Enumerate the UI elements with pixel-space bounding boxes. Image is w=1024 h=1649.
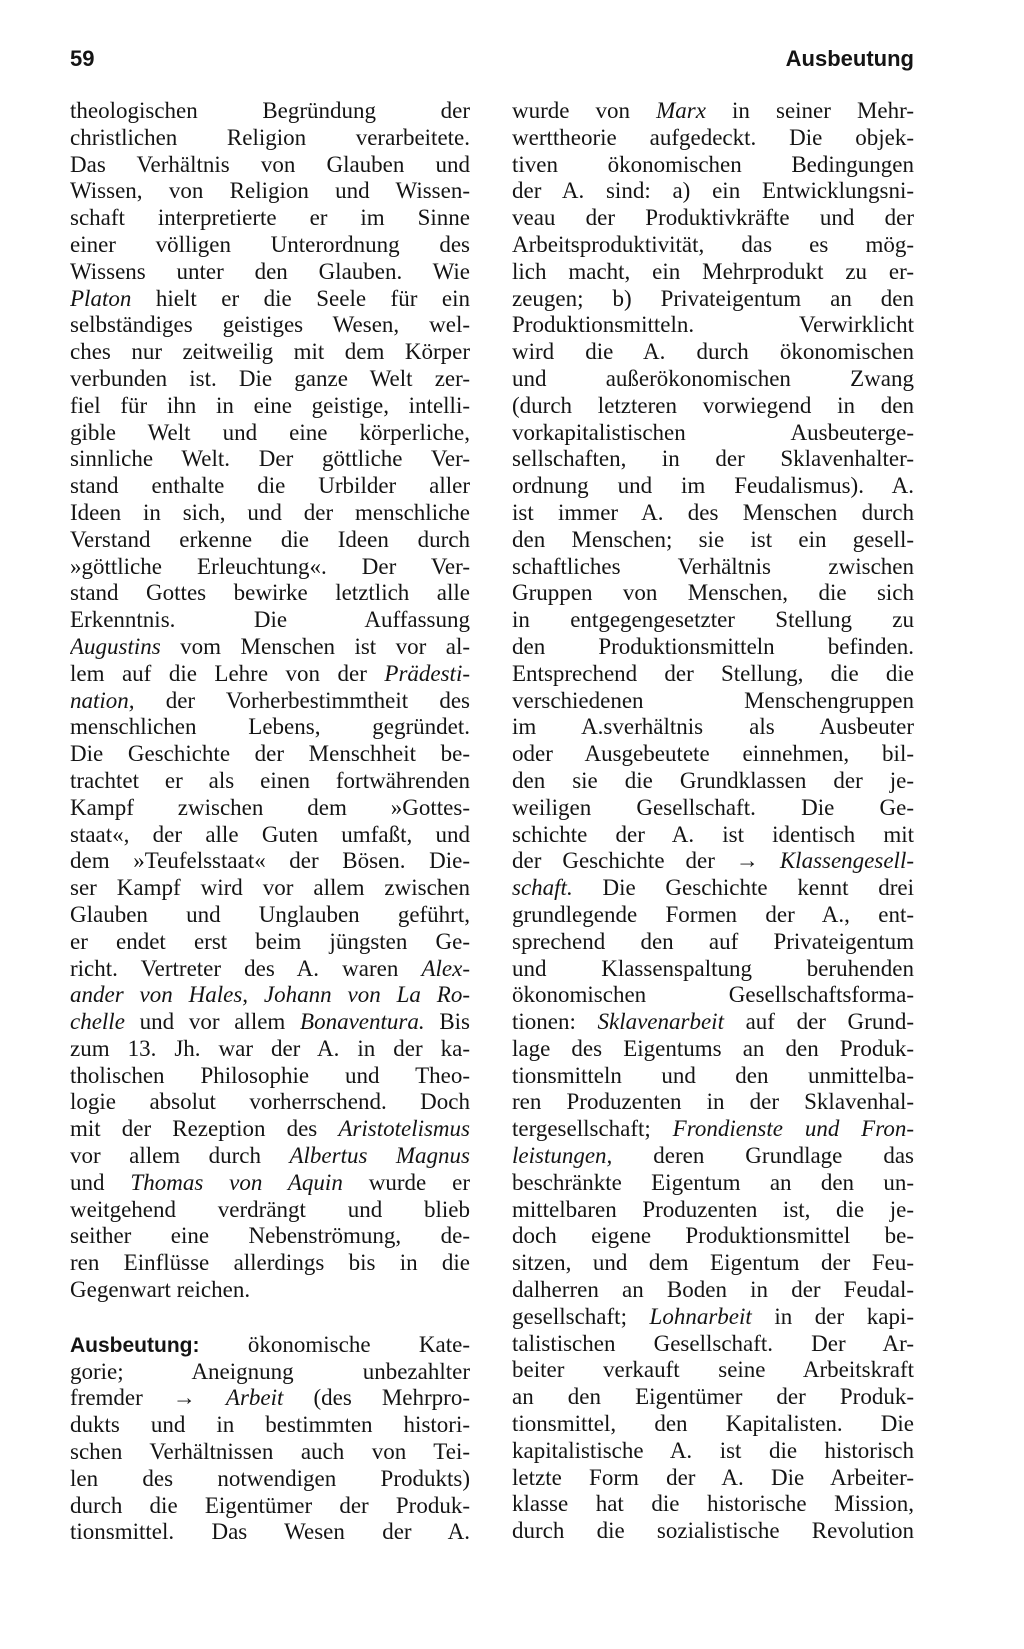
text-line [70,688,470,715]
text-line [512,661,914,688]
text-line [70,607,470,634]
text-run: menschlichen Lebens, gegründet. [70,714,470,740]
text-run: er endet erst beim jüngsten Ge- [70,928,470,954]
text-run: Gruppen von Menschen, die sich [512,580,914,606]
italic-text: ander von Hales, Johann von La Ro- [70,982,470,1008]
text-run: fremder → [70,1385,226,1411]
text-run: lich macht, ein Mehrprodukt zu er- [512,258,914,284]
text-run: schaft interpretierte er im Sinne [70,205,470,231]
text-line [70,1519,470,1546]
entry-ausbeutung [70,1332,470,1546]
text-line [70,1332,470,1359]
text-line [512,688,914,715]
text-run: staat«, der alle Guten umfaßt, und [70,821,470,847]
text-line [512,956,914,983]
text-run: fiel für ihn in eine geistige, intelli- [70,392,470,418]
text-line [512,1170,914,1197]
text-run: vom Menschen ist vor al- [160,633,470,659]
text-run: schen Verhältnissen auch von Tei- [70,1439,470,1465]
text-line [512,1277,914,1304]
text-line [70,178,470,205]
text-line [70,1116,470,1143]
text-line [70,1250,470,1277]
text-run: vor allem durch [70,1143,290,1169]
paragraph-gap [70,1304,470,1332]
italic-text: Prädesti- [384,660,470,686]
text-run: der Geschichte der → [512,848,780,874]
text-line [70,580,470,607]
text-run: und vor allem [124,1009,301,1035]
text-line [512,125,914,152]
text-line [70,1009,470,1036]
text-line [512,1116,914,1143]
text-run: »göttliche Erleuchtung«. Der Ver- [70,553,470,579]
italic-text: nation, [70,687,135,713]
text-line [70,714,470,741]
text-line [512,1357,914,1384]
text-run: Gegenwart reichen. [70,1277,251,1303]
text-run: und Klassenspaltung beruhenden [512,955,914,981]
text-line [512,98,914,125]
text-line [70,500,470,527]
text-run: tionen: [512,1009,598,1035]
text-run: verbunden ist. Die ganze Welt zer- [70,365,470,391]
text-run: len des notwendigen Produkts) [70,1465,470,1491]
italic-text: Sklavenarbeit [597,1009,724,1035]
text-run: Arbeitsproduktivität, das es mög- [512,231,914,257]
text-line [512,580,914,607]
text-line [512,1223,914,1250]
text-line [70,473,470,500]
text-run: einer völligen Unterordnung des [70,231,470,257]
text-run: grundlegende Formen der A., ent- [512,901,914,927]
entry-term: Ausbeutung: [70,1333,200,1357]
text-line [512,1438,914,1465]
text-line [512,1411,914,1438]
text-line [512,741,914,768]
text-run: ist immer A. des Menschen durch [512,499,914,525]
text-run: gible Welt und eine körperliche, [70,419,470,445]
text-line [70,902,470,929]
text-line [70,98,470,125]
text-run: ser Kampf wird vor allem zwischen [70,875,470,901]
text-line [512,1143,914,1170]
text-line [70,125,470,152]
italic-text: Aristotelismus [338,1116,470,1142]
italic-text: Frondienste und Fron- [672,1116,914,1142]
text-run: ren Produzenten in der Sklavenhal- [512,1089,914,1115]
text-run: in seiner Mehr- [705,98,914,123]
page-number: 59 [70,46,95,71]
text-run: lage des Eigentums an den Produk- [512,1035,914,1061]
text-line [512,205,914,232]
text-run: Wissens unter den Glauben. Wie [70,258,470,284]
italic-text: Platon [70,285,132,311]
text-line [70,956,470,983]
italic-text: Bonaventura. [300,1009,425,1035]
text-line [70,1036,470,1063]
text-run: beiter verkauft seine Arbeitskraft [512,1357,914,1383]
text-run: Entsprechend der Stellung, die die [512,660,914,686]
text-run: an den Eigentümer der Produk- [512,1384,914,1410]
paragraph-augustinismus [70,98,470,1304]
text-run: und [70,1169,131,1195]
text-run: den Produktionsmitteln befinden. [512,633,914,659]
text-run: tionsmitteln und den unmittelba- [512,1062,914,1088]
text-line [70,1493,470,1520]
text-line [70,795,470,822]
text-line [512,1197,914,1224]
text-run: ren Einflüsse allerdings bis in die [70,1250,470,1276]
text-line [70,1143,470,1170]
text-line [512,473,914,500]
text-line [70,366,470,393]
text-run: durch die sozialistische Revolution [512,1518,914,1544]
text-run: im A.sverhältnis als Ausbeuter [512,714,914,740]
text-line [70,1439,470,1466]
text-run: Produktionsmitteln. Verwirklicht [512,312,914,338]
text-run: oder Ausgebeutete einnehmen, bil- [512,741,914,767]
text-line [512,152,914,179]
text-line [512,446,914,473]
text-run: Ideen in sich, und der menschliche [70,499,470,525]
text-line [70,1223,470,1250]
text-line [512,259,914,286]
text-run: weitgehend verdrängt und blieb [70,1196,470,1222]
entry-ausbeutung-continued [512,98,914,1545]
text-run: theologischen Begründung der [70,98,470,123]
italic-text: chelle [70,1009,125,1035]
text-run: schichte der A. ist identisch mit [512,821,914,847]
text-run: dukts und in bestimmten histori- [70,1412,470,1438]
italic-text: Albertus Magnus [289,1143,470,1169]
italic-text: Marx [656,98,706,123]
text-run: lem auf die Lehre von der [70,660,385,686]
italic-text: Lohnarbeit [649,1303,752,1329]
text-line [512,875,914,902]
text-run: sprechend den auf Privateigentum [512,928,914,954]
text-run: gorie; Aneignung unbezahlter [70,1358,470,1384]
text-run: (durch letzteren vorwiegend in den [512,392,914,418]
text-run: wird die A. durch ökonomischen [512,339,914,365]
text-line [70,768,470,795]
text-run: ordnung und im Feudalismus). A. [512,473,914,499]
text-run: veau der Produktivkräfte und der [512,205,914,231]
text-run: tergesellschaft; [512,1116,673,1142]
text-line [70,1170,470,1197]
text-run: seither eine Nebenströmung, de- [70,1223,470,1249]
text-line [512,634,914,661]
text-line [70,446,470,473]
text-run: vorkapitalistischen Ausbeuterge- [512,419,914,445]
text-run: durch die Eigentümer der Produk- [70,1492,470,1518]
text-run: talistischen Gesellschaft. Der Ar- [512,1330,914,1356]
running-head: Ausbeutung [785,46,914,71]
text-run: logie absolut vorherrschend. Doch [70,1089,470,1115]
text-line [512,1491,914,1518]
italic-text: Alex- [421,955,470,981]
text-run: Kampf zwischen dem »Gottes- [70,794,470,820]
text-line [70,554,470,581]
text-line [512,286,914,313]
text-line [70,822,470,849]
text-line [512,1009,914,1036]
text-run: weiligen Gesellschaft. Die Ge- [512,794,914,820]
text-run: der Vorherbestimmtheit des [134,687,470,713]
text-run: in der kapi- [751,1303,914,1329]
text-line [512,714,914,741]
text-line [512,902,914,929]
text-line [512,366,914,393]
text-run: zum 13. Jh. war der A. in der ka- [70,1035,470,1061]
text-line [70,1385,470,1412]
text-line [512,1063,914,1090]
text-line [512,768,914,795]
text-run: stand enthalte die Urbilder aller [70,473,470,499]
text-run: dem »Teufelsstaat« der Bösen. Die- [70,848,470,874]
text-line [512,1250,914,1277]
text-line [70,527,470,554]
text-line [70,393,470,420]
right-column [512,98,914,1545]
text-run: klasse hat die historische Mission, [512,1491,914,1517]
text-line [70,848,470,875]
text-line [512,554,914,581]
italic-text: Klassengesell- [779,848,914,874]
text-run: den Menschen; sie ist ein gesell- [512,526,914,552]
text-line [512,982,914,1009]
text-line [512,795,914,822]
text-line [70,232,470,259]
text-run: und außerökonomischen Zwang [512,365,914,391]
text-run: christlichen Religion verarbeitete. [70,124,470,150]
text-line [512,527,914,554]
italic-text: Thomas von Aquin [130,1169,343,1195]
text-run: deren Grundlage das [612,1143,914,1169]
text-run: tionsmittel, den Kapitalisten. Die [512,1411,914,1437]
text-run: selbständiges geistiges Wesen, wel- [70,312,470,338]
text-line [70,661,470,688]
text-line [512,500,914,527]
text-line [512,848,914,875]
text-run: beschränkte Eigentum an den un- [512,1169,914,1195]
text-run: tionsmittel. Das Wesen der A. [70,1519,470,1545]
text-run: kapitalistische A. ist die historisch [512,1437,914,1463]
text-line [70,1466,470,1493]
text-run: mit der Rezeption des [70,1116,339,1142]
text-run: zeugen; b) Privateigentum an den [512,285,914,311]
text-run: trachtet er als einen fortwährenden [70,767,470,793]
text-run: Wissen, von Religion und Wissen- [70,178,470,204]
text-line [70,634,470,661]
text-run: Verstand erkenne die Ideen durch [70,526,470,552]
text-line [70,312,470,339]
text-line [512,1036,914,1063]
text-line [70,205,470,232]
text-line [70,1277,470,1304]
text-run: stand Gottes bewirke letztlich alle [70,580,470,606]
text-line [70,1063,470,1090]
left-column [70,98,470,1546]
text-line [70,339,470,366]
text-line [512,1518,914,1545]
text-line [70,259,470,286]
text-line [512,607,914,634]
text-line [512,822,914,849]
text-line [70,420,470,447]
text-run: auf der Grund- [723,1009,914,1035]
text-line [512,339,914,366]
text-run: in entgegengesetzter Stellung zu [512,607,914,633]
text-line [70,1359,470,1386]
text-run: doch eigene Produktionsmittel be- [512,1223,914,1249]
text-run: Erkenntnis. Die Auffassung [70,607,470,633]
text-run: wurde er [342,1169,470,1195]
text-run: richt. Vertreter des A. waren [70,955,422,981]
text-run: den sie die Grundklassen der je- [512,767,914,793]
text-line [70,1197,470,1224]
text-line [512,1304,914,1331]
text-run: ökonomischen Gesellschaftsforma- [512,982,914,1008]
text-run: verschiedenen Menschengruppen [512,687,914,713]
text-line [512,929,914,956]
text-run: Die Geschichte kennt drei [572,875,914,901]
text-run: (des Mehrpro- [283,1385,470,1411]
text-line [512,1465,914,1492]
text-run: sinnliche Welt. Der göttliche Ver- [70,446,470,472]
text-line [70,875,470,902]
text-run: gesellschaft; [512,1303,650,1329]
italic-text: Augustins [70,633,161,659]
text-run: werttheorie aufgedeckt. Die objek- [512,124,914,150]
text-line [512,232,914,259]
text-line [70,741,470,768]
text-line [70,982,470,1009]
text-run: Die Geschichte der Menschheit be- [70,741,470,767]
text-line [512,420,914,447]
text-line [512,312,914,339]
italic-text: Arbeit [225,1385,284,1411]
text-run: Glauben und Unglauben geführt, [70,901,470,927]
text-line [512,393,914,420]
text-run: sellschaften, in der Sklavenhalter- [512,446,914,472]
text-run: tiven ökonomischen Bedingungen [512,151,914,177]
text-run: Das Verhältnis von Glauben und [70,151,470,177]
text-line [512,178,914,205]
text-run: letzte Form der A. Die Arbeiter- [512,1464,914,1490]
text-run: wurde von [512,98,657,123]
text-run: hielt er die Seele für ein [131,285,470,311]
text-line [512,1331,914,1358]
text-run: schaftliches Verhältnis zwischen [512,553,914,579]
text-line [512,1384,914,1411]
text-line [70,286,470,313]
text-line [70,1412,470,1439]
text-run: ches nur zeitweilig mit dem Körper [70,339,470,365]
text-run: dalherren an Boden in der Feudal- [512,1277,914,1303]
text-line [70,1089,470,1116]
text-line [70,152,470,179]
text-run: mittelbaren Produzenten ist, die je- [512,1196,914,1222]
text-run: sitzen, und dem Eigentum der Feu- [512,1250,914,1276]
italic-text: schaft. [512,875,573,901]
italic-text: leistungen, [512,1143,613,1169]
text-run: ökonomische Kate- [199,1331,470,1357]
text-run: der A. sind: a) ein Entwicklungsni- [512,178,914,204]
text-line [512,1089,914,1116]
text-line [70,929,470,956]
text-run: Bis [424,1009,470,1035]
text-run: tholischen Philosophie und Theo- [70,1062,470,1088]
